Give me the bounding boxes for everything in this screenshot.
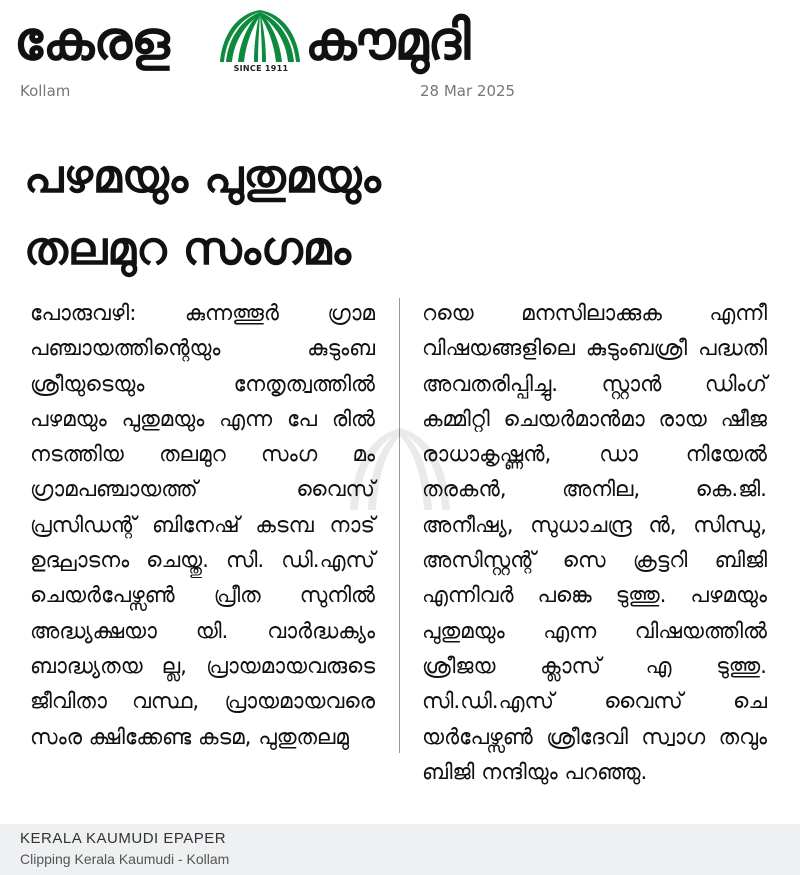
masthead-title-left: കേരള	[14, 9, 169, 72]
edition-place: Kollam	[20, 82, 71, 100]
column-divider	[399, 298, 400, 753]
edition-date: 28 Mar 2025	[420, 82, 516, 100]
headline-line-2: തലമുറ സംഗമം	[24, 221, 351, 275]
headline	[24, 140, 644, 284]
article-body	[30, 296, 770, 785]
footer	[0, 824, 800, 875]
masthead	[0, 0, 800, 110]
article-column-left: പോരുവഴി: കുന്നത്തൂർ ഗ്രാമ പഞ്ചായത്തിന്റെയും കുടുംബ ശ്രീയുടെയും നേതൃത്വത്തിൽ പഴമയും പുതുമയും എന്ന പേ രിൽ നടത്തിയ തലമുറ സംഗ മം ഗ്രാമപഞ്ചായത്ത് വൈസ് പ്രസിഡന്റ് ബിനേഷ് കടമ്പ നാട് ഉദ്ഘാടനം ചെയ്തു. സി. ഡി.എസ് ചെയർപേഴ്സൺ പ്രീത സുനിൽ അദ്ധ്യക്ഷയാ യി. വാർദ്ധക്യം ബാദ്ധ്യതയ ല്ല, പ്രായമായവരുടെ ജീവിതാ വസ്ഥ, പ്രായമായവരെ സംര ക്ഷിക്കേണ്ട കടമ, പുതുതലമു	[30, 301, 375, 750]
masthead-title-right: കൗമുദി	[305, 9, 470, 72]
article-column-right: റയെ മനസിലാക്കുക എന്നീ വിഷയങ്ങളിലെ കുടുംബശ്രീ പദ്ധതി അവതരിപ്പിച്ചു. സ്റ്റാൻ ഡിംഗ് കമ്മിറ്റി ചെയർമാൻമാ രായ ഷീജ രാധാകൃഷ്ണൻ, ഡാ നിയേൽ തരകൻ, അനില, കെ.ജി. അനീഷ്യ, സുധാചന്ദ്ര ൻ, സിന്ധു, അസിസ്റ്റന്റ് സെ ക്രട്ടറി ബിജി എന്നിവർ പങ്കെ ടുത്തു. പഴമയും പുതുമയും എന്ന വിഷയത്തിൽ ശ്രീജയ ക്ലാസ് എ ടുത്തു. സി.ഡി.എസ് വൈസ് ചെ യർപേഴ്സൺ ശ്രീദേവി സ്വാഗ തവും ബിജി നന്ദിയും പറഞ്ഞു.	[422, 301, 767, 785]
headline-line-1: പഴമയും പുതുമയും	[24, 149, 381, 203]
since-label: SINCE 1911	[233, 64, 289, 73]
footer-clipping-label: Clipping Kerala Kaumudi - Kollam	[20, 851, 230, 867]
footer-brand: KERALA KAUMUDI EPAPER	[20, 830, 227, 847]
